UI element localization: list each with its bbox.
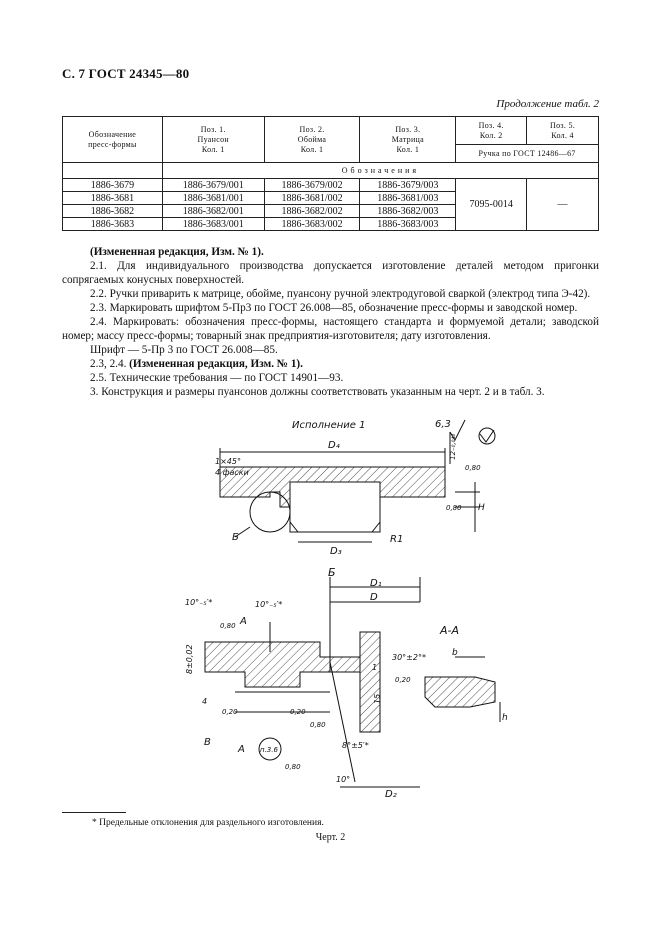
body-text <box>62 245 599 399</box>
svg-text:10°₋₅′*: 10°₋₅′* <box>185 598 213 607</box>
svg-text:10°: 10° <box>336 775 351 784</box>
svg-text:Б: Б <box>232 532 239 543</box>
svg-text:п.3.6: п.3.6 <box>260 746 278 754</box>
table-cell: 1886-3679 <box>63 179 163 192</box>
detail-b-circle <box>250 492 290 532</box>
svg-text:0,80: 0,80 <box>446 504 462 512</box>
parts-table <box>62 116 599 231</box>
svg-text:Б: Б <box>328 566 336 579</box>
table-cell: 1886-3679/002 <box>264 179 360 192</box>
svg-text:1×45°: 1×45° <box>215 457 241 466</box>
svg-text:0,80: 0,80 <box>285 763 301 771</box>
paragraph: 2.3, 2.4. (Измененная редакция, Изм. № 1). <box>90 358 303 370</box>
paragraph: 2.1. Для индивидуального производства допускается изготовление деталей методом пригонки сопрягаемых конусных поверхностей. <box>62 260 599 286</box>
svg-text:b: b <box>452 648 458 658</box>
punch-drawing <box>180 412 620 804</box>
paragraph: 2.2. Ручки приварить к матрице, обойме, пуансону ручной электродуговой сваркой (электрод типа Э-42). <box>90 288 591 300</box>
table-cell: 1886-3679/001 <box>162 179 264 192</box>
paragraph: 3. Конструкция и размеры пуансонов должны соответствовать указанным на черт. 2 и в табл. 3. <box>90 386 545 398</box>
svg-text:0,80: 0,80 <box>310 721 326 729</box>
svg-text:0,20: 0,20 <box>222 708 238 716</box>
svg-text:D₃: D₃ <box>330 546 342 557</box>
svg-text:В: В <box>204 737 211 748</box>
figure-label: Черт. 2 <box>315 832 346 843</box>
paragraph: 2.5. Технические требования — по ГОСТ 14901—93. <box>90 372 344 384</box>
table-cell: 1886-3682/002 <box>264 205 360 218</box>
svg-text:А: А <box>240 616 247 627</box>
svg-text:А-А: А-А <box>440 624 460 637</box>
punch-core <box>290 482 380 532</box>
svg-text:12₋₀,₀₄₃: 12₋₀,₀₄₃ <box>449 433 457 460</box>
table-caption: Продолжение табл. 2 <box>496 98 599 110</box>
svg-text:0,20: 0,20 <box>395 676 411 684</box>
pos1-header: Поз. 1. Пуансон Кол. 1 <box>162 117 264 163</box>
table-cell: 1886-3682/001 <box>162 205 264 218</box>
pos5-value: — <box>527 179 599 231</box>
roughness-label: 6,3 <box>435 419 451 430</box>
svg-text:D₁: D₁ <box>370 578 382 589</box>
svg-text:h: h <box>502 713 508 723</box>
table-cell: 1886-3681 <box>63 192 163 205</box>
table-cell: 1886-3681/001 <box>162 192 264 205</box>
svg-text:4 фаски: 4 фаски <box>215 468 249 477</box>
table-cell: 1886-3683/003 <box>360 218 456 231</box>
table-cell: 1886-3681/003 <box>360 192 456 205</box>
svg-text:0,80: 0,80 <box>465 464 481 472</box>
pos2-header: Поз. 2. Обойма Кол. 1 <box>264 117 360 163</box>
svg-text:10°₋₅′*: 10°₋₅′* <box>255 600 283 609</box>
designation-header: Обозначение пресс-формы <box>63 117 163 163</box>
svg-text:4: 4 <box>202 697 208 706</box>
table-cell: 1886-3683/002 <box>264 218 360 231</box>
svg-text:8±0,02: 8±0,02 <box>185 644 194 674</box>
table-cell: 1886-3681/002 <box>264 192 360 205</box>
paragraph: 2.4. Маркировать: обозначения пресс-формы, настоящего стандарта и формуемой детали; заводской номер; массу пресс-формы; товарный знак предприятия-изготовителя; дату изготовления. <box>62 316 599 342</box>
designations-header: Обозначения <box>162 163 598 179</box>
table-cell: 1886-3682/003 <box>360 205 456 218</box>
svg-text:H: H <box>478 503 485 513</box>
svg-text:0,20: 0,20 <box>290 708 306 716</box>
pos4-header: Поз. 4. Кол. 2 <box>456 117 527 145</box>
svg-text:D₂: D₂ <box>385 789 397 800</box>
pos5-header: Поз. 5. Кол. 4 <box>527 117 599 145</box>
svg-text:8°±5′*: 8°±5′* <box>342 741 369 750</box>
table-cell: 1886-3683 <box>63 218 163 231</box>
footnote-divider <box>62 812 126 813</box>
svg-text:D₄: D₄ <box>328 440 340 451</box>
paragraph: (Измененная редакция, Изм. № 1). <box>90 246 264 258</box>
svg-text:D: D <box>370 592 378 603</box>
svg-text:0,80: 0,80 <box>220 622 236 630</box>
page-header: С. 7 ГОСТ 24345—80 <box>62 66 190 81</box>
svg-text:А: А <box>238 744 245 755</box>
svg-text:1: 1 <box>372 663 378 672</box>
table-cell: 1886-3683/001 <box>162 218 264 231</box>
execution-label: Исполнение 1 <box>292 420 366 431</box>
footnote: * Предельные отклонения для раздельного изготовления. <box>92 818 324 828</box>
paragraph: 2.3. Маркировать шрифтом 5-Пр3 по ГОСТ 26.008—85, обозначение пресс-формы и заводской номер. <box>90 302 578 314</box>
handle-header: Ручка по ГОСТ 12486—67 <box>456 145 599 163</box>
svg-text:15: 15 <box>373 693 382 704</box>
paragraph: Шрифт — 5-Пр 3 по ГОСТ 26.008—85. <box>90 344 278 356</box>
pos3-header: Поз. 3. Матрица Кол. 1 <box>360 117 456 163</box>
table-cell: 1886-3679/003 <box>360 179 456 192</box>
svg-text:30°±2°*: 30°±2°* <box>392 653 426 662</box>
svg-text:R1: R1 <box>390 534 404 545</box>
pos4-value: 7095-0014 <box>456 179 527 231</box>
table-cell: 1886-3682 <box>63 205 163 218</box>
